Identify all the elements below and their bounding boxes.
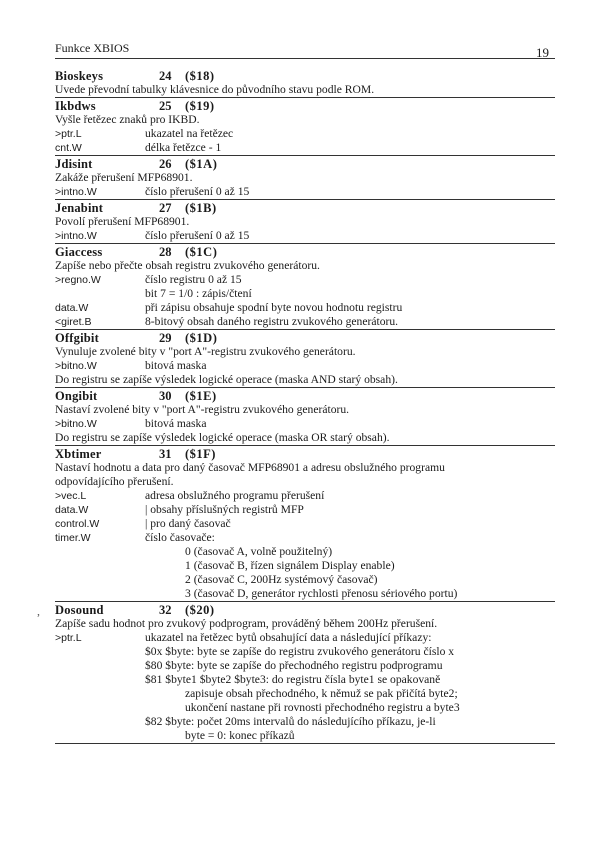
function-hex-code: ($18)	[185, 69, 215, 83]
parameter-description: 8-bitový obsah daného registru zvukového generátoru.	[145, 315, 399, 328]
parameter-description: ukazatel na řetězec	[145, 127, 234, 140]
function-heading	[55, 331, 555, 345]
function-hex-code: ($1F)	[185, 447, 216, 461]
function-heading	[55, 157, 555, 171]
function-section	[55, 447, 555, 602]
parameter-description: číslo přerušení 0 až 15	[145, 229, 250, 242]
parameter-description: | obsahy příslušných registrů MFP	[145, 503, 304, 516]
parameter-row	[55, 127, 555, 141]
parameter-name: data.W	[55, 302, 89, 314]
function-description: Vynuluje zvolené bity v "port A"-registru zvukového generátoru.	[55, 345, 356, 358]
parameter-row	[55, 185, 555, 200]
parameter-name: >vec.L	[55, 490, 87, 502]
function-heading	[55, 99, 555, 113]
function-hex-code: ($1A)	[185, 157, 218, 171]
function-number: 32	[159, 603, 172, 617]
parameter-name: >regno.W	[55, 274, 101, 286]
function-heading	[55, 69, 555, 83]
parameter-row	[55, 517, 555, 531]
timer-option: 2 (časovač C, 200Hz systémový časovač)	[185, 573, 378, 586]
function-hex-code: ($20)	[185, 603, 215, 617]
parameter-row	[55, 631, 555, 645]
running-header-title: Funkce XBIOS	[55, 41, 130, 55]
function-number: 31	[159, 447, 172, 461]
function-name: Xbtimer	[55, 447, 102, 461]
function-section	[55, 389, 555, 446]
parameter-name: >bitno.W	[55, 360, 97, 372]
parameter-row	[55, 489, 555, 503]
parameter-row	[55, 229, 555, 244]
parameter-name: control.W	[55, 518, 100, 530]
parameter-row	[55, 359, 555, 373]
function-description: odpovídajícího přerušení.	[55, 475, 174, 488]
sound-command: ukončení nastane při rovnosti přechodného registru a byte3	[185, 701, 460, 714]
function-heading	[55, 245, 555, 259]
function-section	[55, 331, 555, 388]
function-description: Uvede převodní tabulky klávesnice do původního stavu podle ROM.	[55, 83, 555, 98]
parameter-name: >intno.W	[55, 186, 97, 198]
function-heading	[55, 201, 555, 215]
parameter-name: >intno.W	[55, 230, 97, 242]
parameter-row	[55, 141, 555, 156]
function-hex-code: ($1C)	[185, 245, 218, 259]
function-heading	[55, 603, 555, 617]
parameter-name: cnt.W	[55, 142, 82, 154]
function-section	[55, 157, 555, 200]
function-name: Dosound	[55, 603, 104, 617]
sound-command: zapisuje obsah přechodného, k němuž se pak přičítá byte2;	[185, 687, 458, 700]
header-rule	[55, 58, 555, 59]
parameter-row	[55, 301, 555, 315]
function-description: Povolí přerušení MFP68901.	[55, 215, 190, 228]
sound-command: $80 $byte: byte se zapíše do přechodného registru podprogramu	[145, 659, 443, 672]
function-section	[55, 603, 555, 744]
timer-option: 3 (časovač D, generátor rychlosti přenosu sériového portu)	[55, 587, 555, 602]
function-description: Zakáže přerušení MFP68901.	[55, 171, 193, 184]
function-number: 30	[159, 389, 172, 403]
function-section	[55, 201, 555, 244]
function-note: Do registru se zapíše výsledek logické operace (maska OR starý obsah).	[55, 431, 555, 446]
function-name: Jenabint	[55, 201, 104, 215]
function-number: 29	[159, 331, 172, 345]
parameter-description: bitová maska	[145, 359, 207, 372]
parameter-row	[55, 531, 555, 545]
parameter-description: adresa obslužného programu přerušení	[145, 489, 325, 502]
sound-command: $82 $byte: počet 20ms intervalů do následujícího příkazu, je-li	[145, 715, 436, 728]
function-number: 24	[159, 69, 172, 83]
parameter-row	[55, 417, 555, 431]
function-heading	[55, 389, 555, 403]
parameter-description: ukazatel na řetězec bytů obsahující data a následující příkazy:	[145, 631, 432, 644]
function-name: Jdisint	[55, 157, 93, 171]
function-name: Giaccess	[55, 245, 103, 259]
function-name: Offgibit	[55, 331, 99, 345]
parameter-name: timer.W	[55, 532, 91, 544]
parameter-description: délka řetězce - 1	[145, 141, 222, 154]
function-section	[55, 99, 555, 156]
function-heading	[55, 447, 555, 461]
function-number: 25	[159, 99, 172, 113]
parameter-description: bit 7 = 1/0 : zápis/čtení	[145, 287, 252, 300]
function-description: Zapíše nebo přečte obsah registru zvukového generátoru.	[55, 259, 320, 272]
parameter-name	[55, 287, 145, 301]
margin-mark: ,	[37, 604, 40, 618]
parameter-name: data.W	[55, 504, 89, 516]
function-description: Nastaví hodnotu a data pro daný časovač MFP68901 a adresu obslužného programu	[55, 461, 445, 474]
function-number: 26	[159, 157, 172, 171]
sound-command: byte = 0: konec příkazů	[55, 729, 555, 744]
function-list	[55, 69, 555, 745]
parameter-row	[55, 315, 555, 330]
function-description: Zapíše sadu hodnot pro zvukový podprogram, prováděný během 200Hz přerušení.	[55, 617, 438, 630]
parameter-description: číslo časovače:	[145, 531, 215, 544]
parameter-row	[55, 273, 555, 287]
parameter-name: >bitno.W	[55, 418, 97, 430]
function-hex-code: ($1E)	[185, 389, 217, 403]
parameter-name: <giret.B	[55, 316, 92, 328]
function-name: Ikbdws	[55, 99, 96, 113]
parameter-row	[55, 503, 555, 517]
function-hex-code: ($19)	[185, 99, 215, 113]
parameter-description: bitová maska	[145, 417, 207, 430]
parameter-name: >ptr.L	[55, 128, 82, 140]
function-note: Do registru se zapíše výsledek logické operace (maska AND starý obsah).	[55, 373, 555, 388]
parameter-description: při zápisu obsahuje spodní byte novou hodnotu registru	[145, 301, 403, 314]
function-name: Bioskeys	[55, 69, 104, 83]
parameter-description: číslo přerušení 0 až 15	[145, 185, 250, 198]
page-number: 19	[536, 45, 549, 60]
function-description: Vyšle řetězec znaků pro IKBD.	[55, 113, 200, 126]
parameter-description: | pro daný časovač	[145, 517, 231, 530]
parameter-name: >ptr.L	[55, 632, 82, 644]
function-hex-code: ($1B)	[185, 201, 217, 215]
timer-option: 0 (časovač A, volně použitelný)	[185, 545, 333, 558]
function-number: 27	[159, 201, 172, 215]
sound-command: $0x $byte: byte se zapíše do registru zvukového generátoru číslo x	[145, 645, 455, 658]
function-number: 28	[159, 245, 172, 259]
function-name: Ongibit	[55, 389, 98, 403]
function-description: Nastaví zvolené bity v "port A"-registru zvukového generátoru.	[55, 403, 350, 416]
parameter-row	[55, 287, 555, 301]
timer-option: 1 (časovač B, řízen signálem Display enable)	[185, 559, 395, 572]
parameter-description: číslo registru 0 až 15	[145, 273, 242, 286]
function-section	[55, 245, 555, 330]
sound-command: $81 $byte1 $byte2 $byte3: do registru čísla byte1 se opakovaně	[145, 673, 441, 686]
function-hex-code: ($1D)	[185, 331, 218, 345]
function-section	[55, 69, 555, 98]
